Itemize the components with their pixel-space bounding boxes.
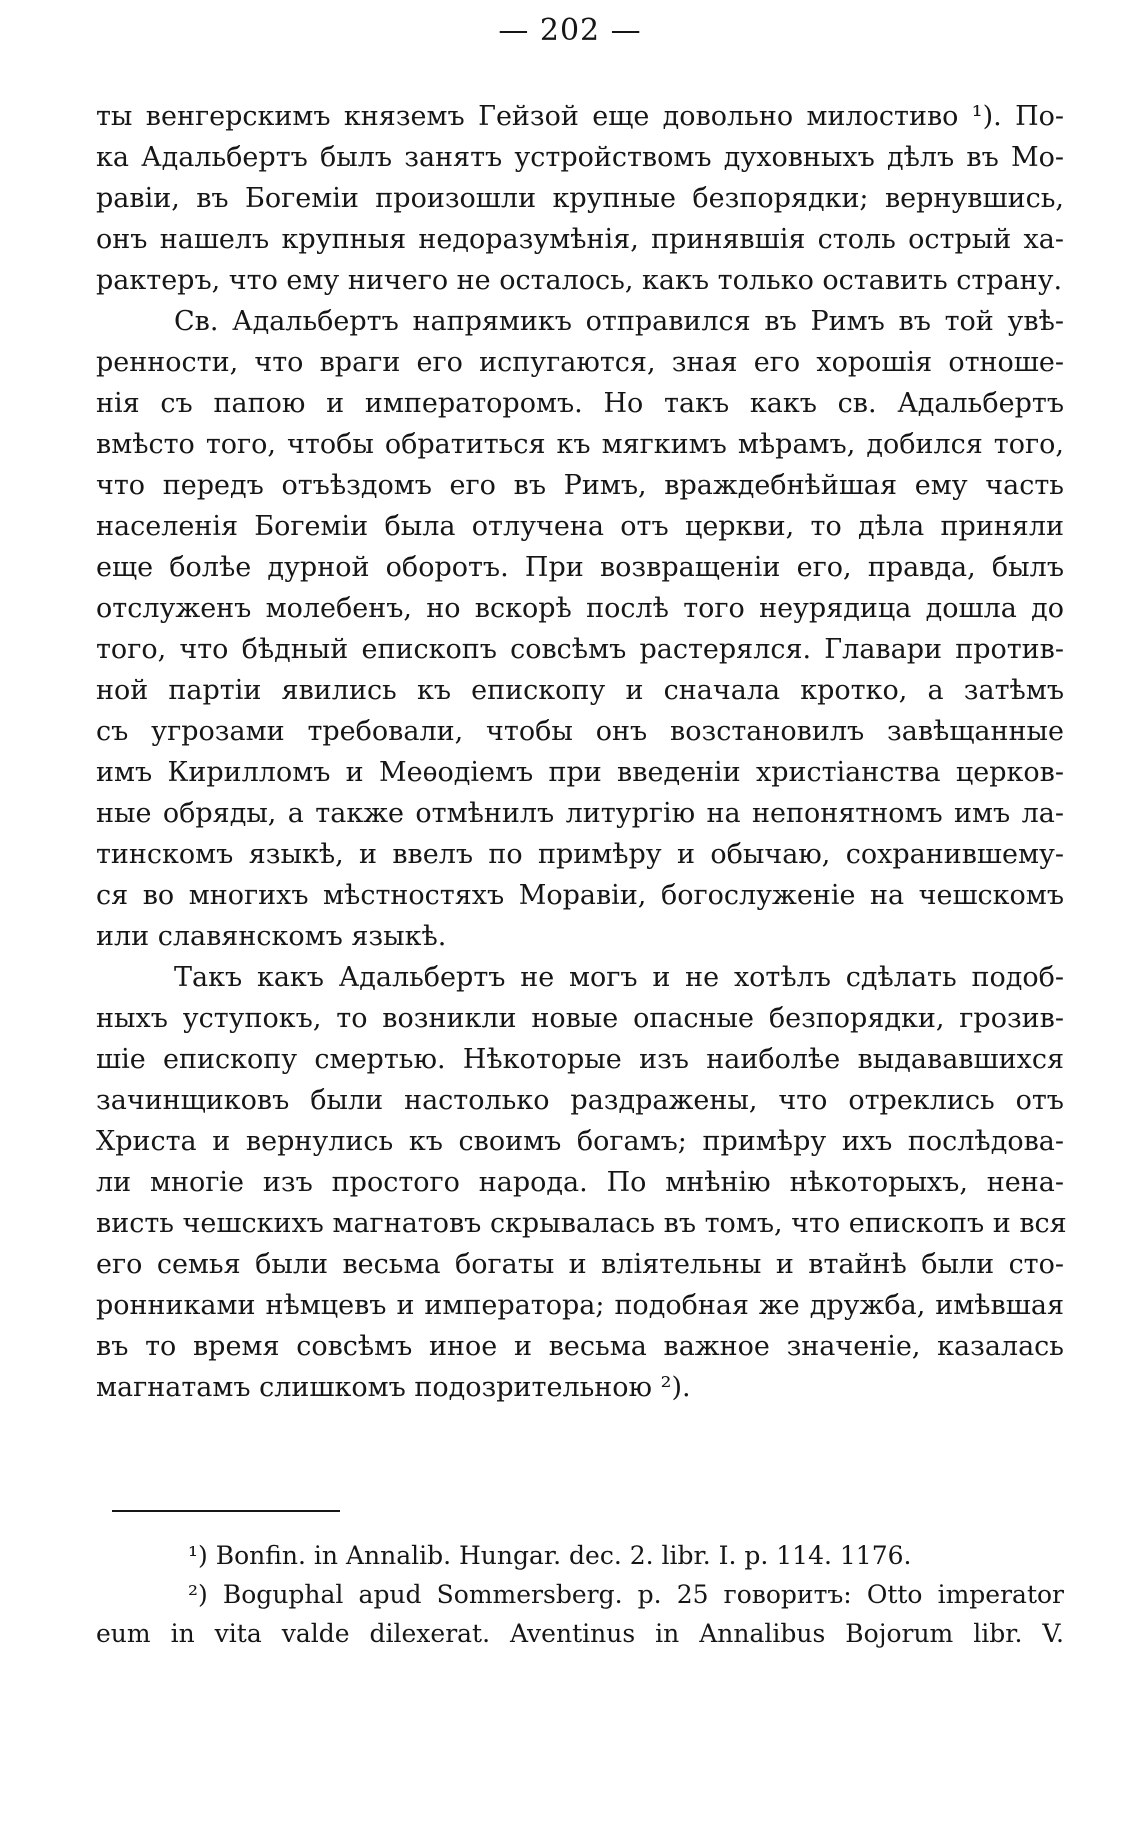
footnotes (96, 1536, 1064, 1653)
text-line: магнатамъ слишкомъ подозрительною ²). (96, 1372, 691, 1403)
paragraph-start-line: Св. Адальбертъ напрямикъ отправился въ Римъ въ той увѣ- (174, 306, 1064, 337)
text-line: въ то время совсѣмъ иное и весьма важное значеніе, казалась (96, 1331, 1064, 1362)
footnote-divider (112, 1510, 340, 1512)
text-line: ты венгерскимъ княземъ Гейзой еще довольно милостиво ¹). По- (96, 101, 1064, 132)
text-line: что передъ отъѣздомъ его въ Римъ, враждебнѣйшая ему часть (96, 470, 1064, 501)
text-line: ронниками нѣмцевъ и императора; подобная же дружба, имѣвшая (96, 1290, 1064, 1321)
text-line: или славянскомъ языкѣ. (96, 921, 447, 952)
text-line: ныхъ уступокъ, то возникли новые опасные безпорядки, грозив- (96, 1003, 1064, 1034)
text-line: вмѣсто того, чтобы обратиться къ мягкимъ мѣрамъ, добился того, (96, 429, 1064, 460)
text-line: ся во многихъ мѣстностяхъ Моравіи, богослуженіе на чешскомъ (96, 880, 1064, 911)
footnote-1: ¹) Bonfin. in Annalib. Hungar. dec. 2. libr. I. p. 114. 1176. (188, 1541, 912, 1570)
footnote-2: ²) Boguphal apud Sommersberg. p. 25 говоритъ: Otto imperator (188, 1580, 1064, 1609)
text-line: Христа и вернулись къ своимъ богамъ; примѣру ихъ послѣдова- (96, 1126, 1064, 1157)
text-line: онъ нашелъ крупныя недоразумѣнія, принявшія столь острый ха- (96, 224, 1064, 255)
paragraph-start-line: Такъ какъ Адальбертъ не могъ и не хотѣлъ сдѣлать подоб- (174, 962, 1064, 993)
text-line: рактеръ, что ему ничего не осталось, какъ только оставить страну. (96, 265, 1063, 296)
text-line: зачинщиковъ были настолько раздражены, что отреклись отъ (96, 1085, 1064, 1116)
text-line: того, что бѣдный епископъ совсѣмъ растерялся. Главари против- (96, 634, 1064, 665)
text-line: еще болѣе дурной оборотъ. При возвращеніи его, правда, былъ (96, 552, 1064, 583)
page-number: — 202 — (498, 13, 642, 48)
text-line: тинскомъ языкѣ, и ввелъ по примѣру и обычаю, сохранившему- (96, 839, 1064, 870)
text-line: шіе епископу смертью. Нѣкоторые изъ наиболѣе выдававшихся (96, 1044, 1064, 1075)
text-line: ка Адальбертъ былъ занятъ устройствомъ духовныхъ дѣлъ въ Мо- (96, 142, 1064, 173)
body-text (96, 96, 1067, 1408)
text-line: его семья были весьма богаты и вліятельны и втайнѣ были сто- (96, 1249, 1064, 1280)
text-line: нія съ папою и императоромъ. Но такъ какъ св. Адальбертъ (96, 388, 1064, 419)
text-line: ли многіе изъ простого народа. По мнѣнію нѣкоторыхъ, нена- (96, 1167, 1064, 1198)
text-line: висть чешскихъ магнатовъ скрывалась въ томъ, что епископъ и вся (96, 1208, 1067, 1239)
text-line: отслуженъ молебенъ, но вскорѣ послѣ того неурядица дошла до (96, 593, 1064, 624)
text-line: равіи, въ Богеміи произошли крупные безпорядки; вернувшись, (96, 183, 1064, 214)
text-line: ные обряды, а также отмѣнилъ литургію на непонятномъ имъ ла- (96, 798, 1064, 829)
text-line: ренности, что враги его испугаются, зная его хорошія отноше- (96, 347, 1064, 378)
text-line: населенія Богеміи была отлучена отъ церкви, то дѣла приняли (96, 511, 1064, 542)
text-line: имъ Кирилломъ и Меѳодіемъ при введеніи христіанства церков- (96, 757, 1064, 788)
footnote-2-continuation: eum in vita valde dilexerat. Aventinus in Annalibus Bojorum libr. V. (96, 1619, 1064, 1648)
text-line: съ угрозами требовали, чтобы онъ возстановилъ завѣщанные (96, 716, 1064, 747)
text-line: ной партіи явились къ епископу и сначала кротко, а затѣмъ (96, 675, 1064, 706)
